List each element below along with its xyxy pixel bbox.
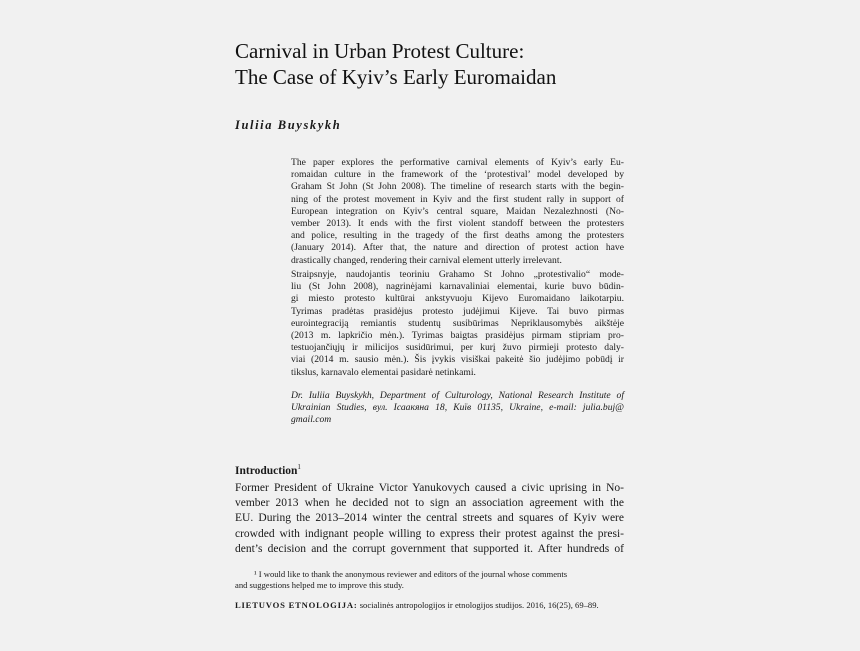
body-line: Former President of Ukraine Victor Yanukovych caused a civic uprising in No- — [235, 482, 624, 494]
author-name: Iuliia Buyskykh — [235, 118, 342, 132]
affiliation-line: Dr. Iuliia Buyskykh, Department of Culturology, National Research Institute of — [291, 390, 624, 401]
abstract-line: Straipsnyje, naudojantis teoriniu Grahamo St Johno „protestivalio“ mode- — [291, 269, 624, 280]
abstract-english — [291, 157, 624, 267]
abstract-line: (2013 m. lapkričio mėn.). Tyrimas baigtas prasidėjus pirmam stipriam pro- — [291, 330, 624, 342]
section-heading — [235, 463, 301, 477]
journal-subtitle: socialinės antropologijos ir etnologijos studijos. — [357, 600, 525, 610]
body-line: dent’s decision and the corrupt government that supported it. After hundreds of — [235, 542, 624, 555]
abstract-lithuanian — [291, 269, 624, 379]
abstract-line: The paper explores the performative carnival elements of Kyiv’s early Eu- — [291, 157, 624, 168]
abstract-line: (January 2014). After that, the nature and direction of protest action have — [291, 242, 624, 254]
journal-issue: 2016, 16(25), 69–89. — [524, 600, 599, 610]
abstract-line: vember 2013). It ends with the first violent standoff between the protesters — [291, 218, 624, 230]
body-paragraph — [235, 481, 624, 557]
title-line-1: Carnival in Urban Protest Culture: — [235, 39, 525, 63]
author-affiliation — [291, 390, 624, 427]
abstract-line: liu (St John 2008), nagrinėjami karnavaliniai elementai, kurie buvo būdin- — [291, 281, 624, 293]
abstract-line: eurointegraciją remiantis studentų susibūrimas Nepriklausomybės aikštėje — [291, 317, 624, 329]
body-line: crowded with indignant people willing to express their protest against the presi- — [235, 527, 624, 540]
footnote-line: ¹ I would like to thank the anonymous reviewer and editors of the journal whose comments — [254, 569, 568, 579]
paper-title — [235, 38, 655, 90]
abstract-line: romaidan culture in the framework of the ‘protestival’ model developed by — [291, 169, 624, 181]
abstract-line: tikslus, karnavalo elementai pasidarė netinkami. — [291, 366, 476, 378]
body-line: EU. During the 2013–2014 winter the central streets and squares of Kyiv were — [235, 512, 624, 525]
abstract-line: drastically changed, rendering their carnival element utterly irrelevant. — [291, 254, 562, 266]
journal-name: LIETUVOS ETNOLOGIJA: — [235, 600, 358, 610]
abstract-line: and police, resulting in the tragedy of the first deaths among the protesters — [291, 230, 624, 242]
body-line: vember 2013 when he decided not to sign an association agreement with the — [235, 497, 624, 510]
abstract-line: ning of the protest movement in Kyiv and the first student rally in support of — [291, 193, 624, 205]
abstract-line: Tyrimas pradėtas prasidėjus protesto judėjimui Kijeve. Tai buvo pirmas — [291, 305, 624, 317]
footnote — [235, 569, 624, 591]
footnote-line: and suggestions helped me to improve this study. — [235, 580, 404, 591]
affiliation-line: Ukrainian Studies, вул. Ісаакяна 18, Київ 01135, Ukraine, e-mail: julia.buj@ — [291, 402, 624, 414]
affiliation-email: gmail.com — [291, 414, 332, 426]
abstract-line: gi miesto protesto kultūrai ankstyvuoju Kijevo Euromaidano laikotarpiu. — [291, 293, 624, 305]
section-heading-text: Introduction — [235, 464, 298, 477]
title-line-2: The Case of Kyiv’s Early Euromaidan — [235, 65, 557, 89]
journal-citation — [235, 600, 624, 610]
abstract-line: European integration on Kyiv’s central square, Maidan Nezalezhnosti (No- — [291, 205, 624, 217]
abstract-line: testuojančiųjų ir milicijos susidūrimui, per kurį žuvo pirmieji protesto daly- — [291, 342, 624, 354]
abstract-line: Graham St John (St John 2008). The timeline of research starts with the begin- — [291, 181, 624, 193]
footnote-marker: 1 — [297, 463, 301, 471]
abstract-line: viai (2014 m. sausio mėn.). Šis įvykis visiškai pakeitė šio judėjimo pobūdį ir — [291, 354, 624, 366]
